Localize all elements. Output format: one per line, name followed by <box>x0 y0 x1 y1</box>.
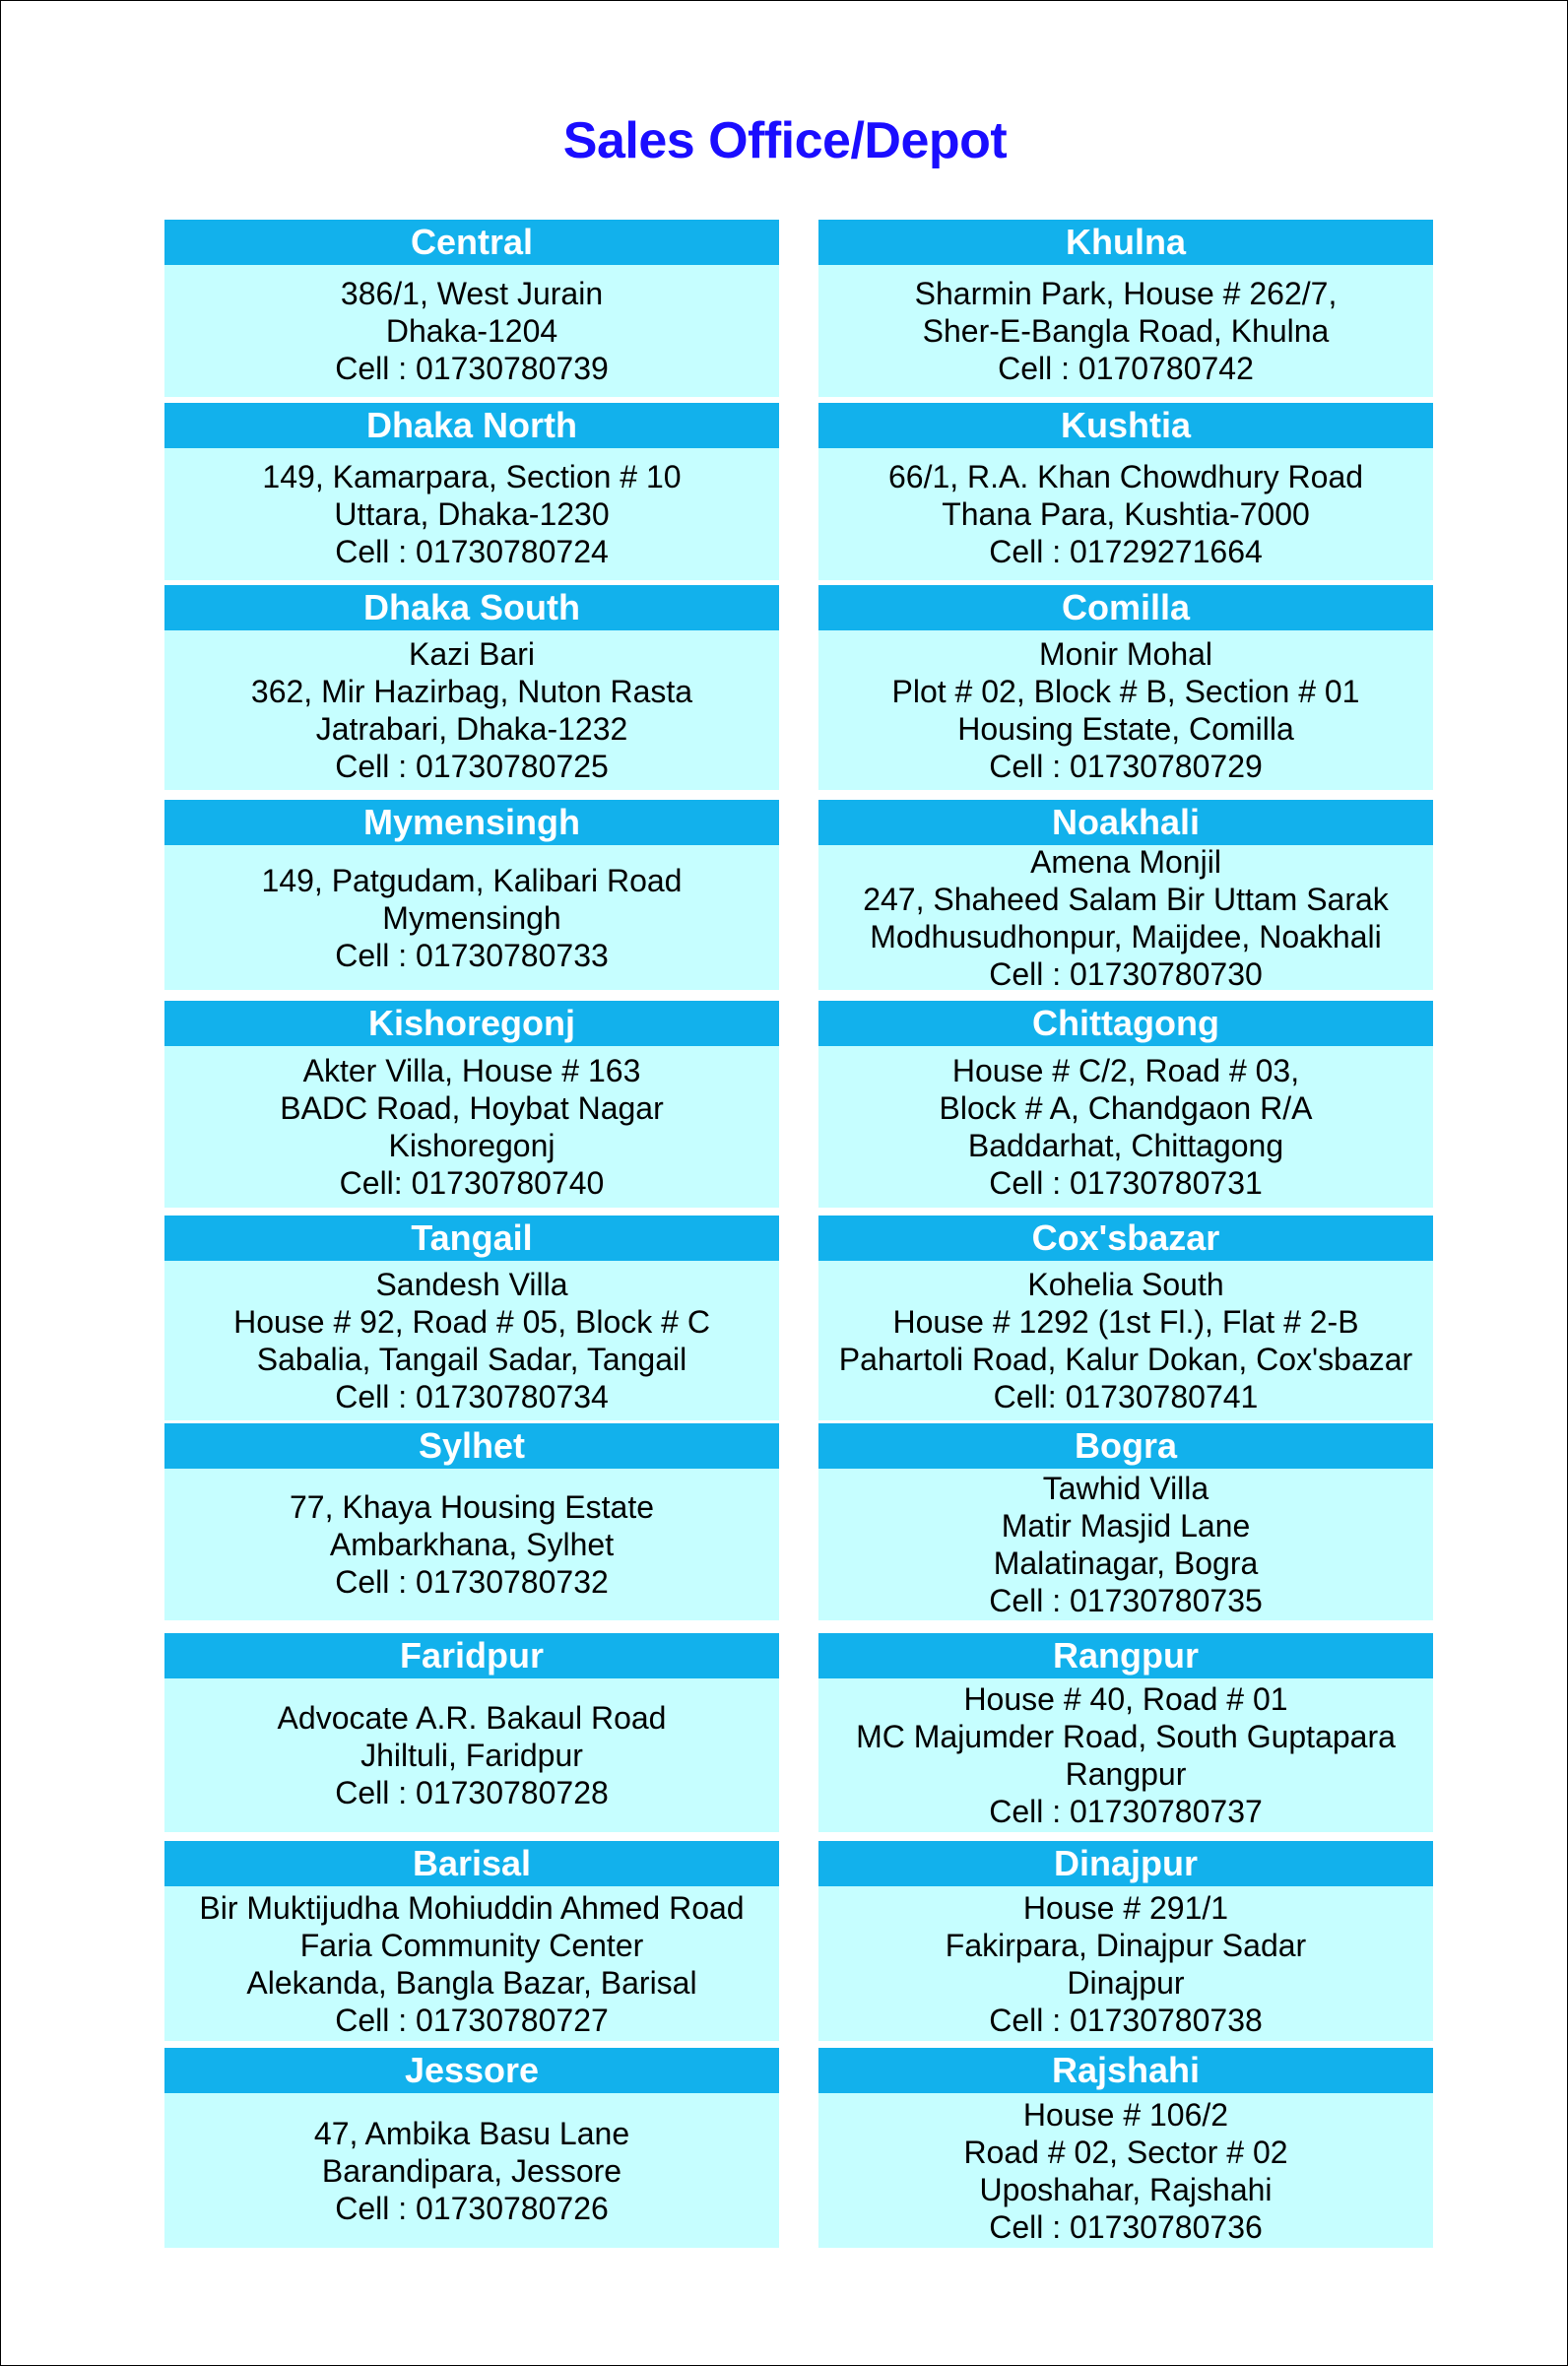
office-name: Faridpur <box>164 1633 779 1678</box>
office-name: Dinajpur <box>818 1841 1433 1886</box>
address-line: Cell : 01730780731 <box>989 1165 1263 1201</box>
address-line: 386/1, West Jurain <box>340 276 604 311</box>
address-line: Akter Villa, House # 163 <box>302 1053 641 1088</box>
address-line: MC Majumder Road, South Guptapara <box>856 1719 1396 1754</box>
office-card-cox-sbazar <box>818 1216 1433 1420</box>
office-name: Kishoregonj <box>164 1001 779 1046</box>
office-name: Tangail <box>164 1216 779 1261</box>
office-address <box>818 845 1433 990</box>
address-line: Road # 02, Sector # 02 <box>963 2134 1288 2170</box>
office-address <box>818 630 1433 790</box>
address-line: Sharmin Park, House # 262/7, <box>914 276 1338 311</box>
address-line: House # 40, Road # 01 <box>963 1681 1288 1717</box>
office-name: Barisal <box>164 1841 779 1886</box>
address-line: 66/1, R.A. Khan Chowdhury Road <box>887 459 1364 494</box>
office-address <box>818 1046 1433 1208</box>
office-card-kushtia <box>818 403 1433 580</box>
office-name: Sylhet <box>164 1423 779 1469</box>
address-line: Cell : 01730780725 <box>335 749 609 784</box>
office-card-khulna <box>818 220 1433 397</box>
address-line: Cell : 01730780736 <box>989 2208 1263 2245</box>
office-name: Jessore <box>164 2048 779 2093</box>
office-card-jessore <box>164 2048 779 2248</box>
address-line: Cell : 01730780730 <box>989 955 1263 992</box>
address-line: Sandesh Villa <box>375 1267 568 1302</box>
office-address <box>818 265 1433 397</box>
office-name: Kushtia <box>818 403 1433 448</box>
address-line: 247, Shaheed Salam Bir Uttam Sarak <box>863 881 1389 917</box>
office-address <box>164 1678 779 1832</box>
address-line: Monir Mohal <box>1038 636 1213 672</box>
address-line: Cell : 01730780727 <box>335 2002 609 2038</box>
address-line: Rangpur <box>1065 1756 1187 1792</box>
office-address <box>164 845 779 990</box>
office-name: Noakhali <box>818 800 1433 845</box>
address-line: Cell : 01730780738 <box>989 2002 1263 2038</box>
address-line: Kishoregonj <box>388 1128 555 1163</box>
address-line: Cell : 01730780726 <box>335 2190 609 2226</box>
address-line: Kohelia South <box>1027 1267 1224 1302</box>
address-line: Cell : 01730780733 <box>335 937 609 973</box>
office-address <box>818 1261 1433 1420</box>
office-card-dinajpur <box>818 1841 1433 2041</box>
office-card-kishoregonj <box>164 1001 779 1208</box>
office-address <box>164 2093 779 2248</box>
address-line: Cell: 01730780741 <box>993 1379 1259 1414</box>
address-line: Dhaka-1204 <box>385 313 558 349</box>
address-line: Advocate A.R. Bakaul Road <box>277 1700 667 1736</box>
address-line: Bir Muktijudha Mohiuddin Ahmed Road <box>199 1889 745 1926</box>
office-card-faridpur <box>164 1633 779 1832</box>
address-line: Dinajpur <box>1067 1964 1185 2001</box>
office-name: Chittagong <box>818 1001 1433 1046</box>
office-address <box>164 448 779 580</box>
office-card-dhaka-south <box>164 585 779 790</box>
office-card-mymensingh <box>164 800 779 990</box>
office-name: Dhaka North <box>164 403 779 448</box>
address-line: Block # A, Chandgaon R/A <box>939 1090 1313 1126</box>
address-line: Fakirpara, Dinajpur Sadar <box>945 1927 1307 1963</box>
address-line: Cell : 01730780729 <box>989 749 1263 784</box>
office-card-rangpur <box>818 1633 1433 1832</box>
office-address <box>164 1886 779 2041</box>
office-card-dhaka-north <box>164 403 779 580</box>
address-line: Cell : 01730780737 <box>989 1794 1263 1829</box>
office-address <box>818 1886 1433 2041</box>
address-line: Sabalia, Tangail Sadar, Tangail <box>256 1342 687 1377</box>
address-line: Faria Community Center <box>299 1927 644 1963</box>
address-line: Cell : 01730780735 <box>989 1583 1263 1618</box>
address-line: Modhusudhonpur, Maijdee, Noakhali <box>870 918 1382 954</box>
office-card-barisal <box>164 1841 779 2041</box>
address-line: House # 92, Road # 05, Block # C <box>233 1304 710 1340</box>
office-card-bogra <box>818 1423 1433 1620</box>
address-line: Uposhahar, Rajshahi <box>979 2171 1273 2207</box>
address-line: Pahartoli Road, Kalur Dokan, Cox'sbazar <box>838 1342 1413 1377</box>
address-line: Cell : 01730780732 <box>335 1564 609 1600</box>
address-line: House # C/2, Road # 03, <box>951 1053 1300 1088</box>
address-line: House # 106/2 <box>1022 2096 1229 2133</box>
address-line: Alekanda, Bangla Bazar, Barisal <box>246 1964 697 2001</box>
address-line: Cell : 0170780742 <box>998 351 1254 386</box>
address-line: Malatinagar, Bogra <box>993 1545 1259 1581</box>
office-card-central <box>164 220 779 397</box>
office-address <box>164 1046 779 1208</box>
address-line: Amena Monjil <box>1030 843 1221 880</box>
office-address <box>818 2093 1433 2248</box>
address-line: Jatrabari, Dhaka-1232 <box>315 711 628 747</box>
address-line: Housing Estate, Comilla <box>957 711 1294 747</box>
address-line: Cell : 01729271664 <box>989 534 1263 569</box>
office-card-rajshahi <box>818 2048 1433 2248</box>
address-line: BADC Road, Hoybat Nagar <box>280 1090 664 1126</box>
office-address <box>818 448 1433 580</box>
address-line: Uttara, Dhaka-1230 <box>334 496 610 532</box>
address-line: 47, Ambika Basu Lane <box>313 2115 630 2151</box>
office-card-chittagong <box>818 1001 1433 1208</box>
office-name: Rangpur <box>818 1633 1433 1678</box>
address-line: Tawhid Villa <box>1042 1471 1209 1506</box>
office-name: Dhaka South <box>164 585 779 630</box>
office-address <box>164 265 779 397</box>
address-line: Matir Masjid Lane <box>1001 1508 1251 1544</box>
office-address <box>164 1469 779 1620</box>
address-line: House # 1292 (1st Fl.), Flat # 2-B <box>892 1304 1359 1340</box>
address-line: Barandipara, Jessore <box>321 2152 622 2189</box>
address-line: Jhiltuli, Faridpur <box>360 1738 583 1773</box>
address-line: Cell: 01730780740 <box>339 1165 605 1201</box>
office-address <box>164 1261 779 1420</box>
office-card-comilla <box>818 585 1433 790</box>
address-line: House # 291/1 <box>1022 1889 1229 1926</box>
office-name: Bogra <box>818 1423 1433 1469</box>
address-line: Cell : 01730780728 <box>335 1775 609 1810</box>
address-line: 362, Mir Hazirbag, Nuton Rasta <box>250 674 693 709</box>
address-line: Plot # 02, Block # B, Section # 01 <box>891 674 1360 709</box>
address-line: 77, Khaya Housing Estate <box>289 1489 654 1525</box>
office-name: Khulna <box>818 220 1433 265</box>
office-card-noakhali <box>818 800 1433 990</box>
address-line: Baddarhat, Chittagong <box>967 1128 1284 1163</box>
office-name: Central <box>164 220 779 265</box>
office-name: Comilla <box>818 585 1433 630</box>
office-card-sylhet <box>164 1423 779 1620</box>
address-line: 149, Patgudam, Kalibari Road <box>261 862 683 898</box>
address-line: Mymensingh <box>382 899 561 936</box>
office-address <box>818 1469 1433 1620</box>
office-card-tangail <box>164 1216 779 1420</box>
office-address <box>164 630 779 790</box>
office-name: Cox'sbazar <box>818 1216 1433 1261</box>
address-line: 149, Kamarpara, Section # 10 <box>262 459 682 494</box>
address-line: Thana Para, Kushtia-7000 <box>942 496 1310 532</box>
address-line: Cell : 01730780724 <box>335 534 609 569</box>
address-line: Cell : 01730780734 <box>335 1379 609 1414</box>
office-name: Rajshahi <box>818 2048 1433 2093</box>
address-line: Cell : 01730780739 <box>335 351 609 386</box>
address-line: Sher-E-Bangla Road, Khulna <box>922 313 1330 349</box>
office-name: Mymensingh <box>164 800 779 845</box>
office-address <box>818 1678 1433 1832</box>
address-line: Kazi Bari <box>408 636 536 672</box>
address-line: Ambarkhana, Sylhet <box>329 1527 615 1562</box>
page-title: Sales Office/Depot <box>562 112 1008 169</box>
